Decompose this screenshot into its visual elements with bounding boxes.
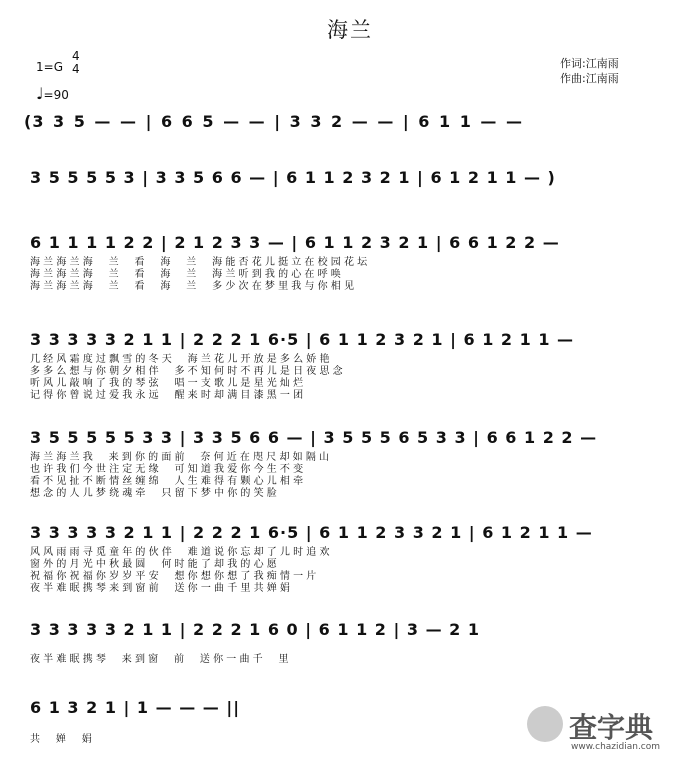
lyric-line-4: 夜 半 难 眠 携 琴 来 到 窗 前 送 你 一 曲 千 里 共 婵 娟 [30, 583, 290, 594]
lyric-line-1: 海 兰 海 兰 我 来 到 你 的 面 前 奈 何 近 在 咫 尺 却 如 隔 山 [30, 452, 330, 463]
notes: 3 5 5 5 5 5 3 3 | 3 3 5 6 6 — | 3 5 5 5 6 5 3 3 | 6 6 1 2 2 — [30, 428, 598, 447]
lyric-line-1: 风 风 雨 雨 寻 觅 童 年 的 伙 伴 难 道 说 你 忘 却 了 儿 时 追 欢 [30, 547, 330, 558]
watermark [527, 700, 692, 760]
lyric-line-3: 祝 福 你 祝 福 你 岁 岁 平 安 想 你 想 你 想 了 我 痴 情 一 片 [30, 571, 317, 582]
lyric-line-2: 多 多 么 想 与 你 朝 夕 相 伴 多 不 知 何 时 不 再 儿 是 日 夜 思 念 [30, 366, 343, 377]
time-top: 4 [72, 49, 80, 63]
key-text: 1=G [36, 60, 63, 74]
notes: 3 3 3 3 3 2 1 1 | 2 2 2 1 6·5 | 6 1 1 2 3 2 1 | 6 1 2 1 1 — [30, 330, 575, 349]
lyric-line-4: 记 得 你 曾 说 过 爱 我 永 远 醒 来 时 却 满 目 漆 黑 一 团 [30, 390, 304, 401]
time-bottom: 4 [72, 62, 80, 76]
time-signature [72, 50, 80, 76]
composer: 作曲:江南雨 [560, 72, 619, 85]
score-row-3 [22, 225, 682, 292]
score-row-4 [22, 322, 682, 401]
watermark-text: 查字典 [569, 711, 654, 744]
lyric-line-2: 海 兰 海 兰 海 兰 看 海 兰 海 兰 听 到 我 的 心 在 呼 唤 [30, 269, 341, 280]
notes: 6 1 1 1 1 2 2 | 2 1 2 3 3 — | 6 1 1 2 3 2 1 | 6 6 1 2 2 — [30, 233, 560, 252]
score-row-5 [22, 420, 682, 499]
lyric-line-1: 共 婵 娟 [30, 734, 92, 745]
note-icon: ♩ [36, 84, 44, 103]
tempo-marking [36, 84, 69, 103]
lyric-line-1: 几 经 风 霜 度 过 飘 雪 的 冬 天 海 兰 花 儿 开 放 是 多 么 娇 艳 [30, 354, 330, 365]
key-signature [36, 60, 63, 74]
lyric-line-3: 海 兰 海 兰 海 兰 看 海 兰 多 少 次 在 梦 里 我 与 你 相 见 [30, 281, 354, 292]
tempo-text: =90 [43, 88, 69, 102]
score-row-1 [22, 104, 682, 134]
lyric-line-1: 夜 半 难 眠 携 琴 来 到 窗 前 送 你 一 曲 千 里 [30, 654, 289, 665]
graduation-cap-icon [527, 706, 563, 742]
notes: 3 3 3 3 3 2 1 1 | 2 2 2 1 6·5 | 6 1 1 2 3 3 2 1 | 6 1 2 1 1 — [30, 523, 593, 542]
notes: 3 5 5 5 5 3 | 3 3 5 6 6 — | 6 1 1 2 3 2 1 | 6 1 2 1 1 — ) [30, 168, 556, 187]
watermark-url: www.chazidian.com [571, 742, 661, 752]
notes: 6 1 3 2 1 | 1 — — — || [30, 698, 241, 717]
lyric-line-3: 看 不 见 扯 不 断 情 丝 缠 绵 人 生 难 得 有 颗 心 儿 相 牵 [30, 476, 304, 487]
credits [560, 56, 619, 86]
lyricist: 作词:江南雨 [560, 57, 619, 70]
score-row-2 [22, 160, 682, 190]
score-row-6 [22, 515, 682, 594]
notes: 3 3 3 3 3 2 1 1 | 2 2 2 1 6 0 | 6 1 1 2 | 3 — 2 1 [30, 620, 481, 639]
page-title: 海兰 [327, 18, 373, 42]
lyric-line-3: 听 风 儿 敲 响 了 我 的 琴 弦 唱 一 支 歌 儿 是 星 光 灿 烂 [30, 378, 304, 389]
score-row-7 [22, 612, 682, 665]
lyric-line-1: 海 兰 海 兰 海 兰 看 海 兰 海 能 否 花 儿 挺 立 在 校 园 花 坛 [30, 257, 368, 268]
notes: (3 3 5 — — | 6 6 5 — — | 3 3 2 — — | 6 1 1 — — [24, 112, 523, 131]
lyric-line-2: 也 许 我 们 今 世 注 定 无 缘 可 知 道 我 爱 你 今 生 不 变 [30, 464, 304, 475]
lyric-line-2: 窗 外 的 月 光 中 秋 最 圆 何 时 能 了 却 我 的 心 愿 [30, 559, 277, 570]
lyric-line-4: 想 念 的 人 儿 梦 绕 魂 牵 只 留 下 梦 中 你 的 笑 脸 [30, 488, 277, 499]
